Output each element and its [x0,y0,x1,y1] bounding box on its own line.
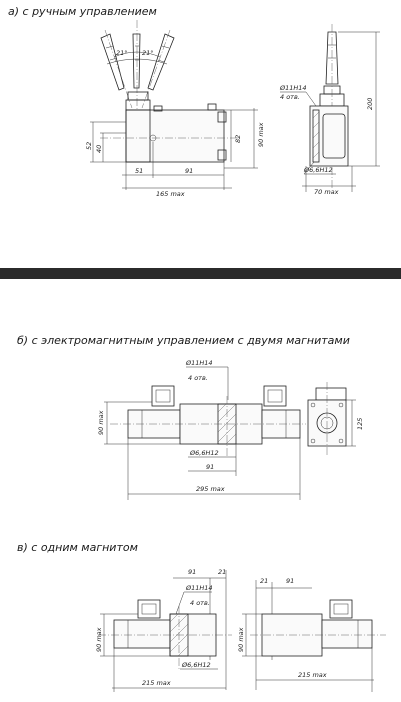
view-c-left [95,568,232,692]
valve-body [126,110,224,162]
lever-handles [101,20,174,110]
dim-90max-a: 90 max [257,122,265,147]
view-a-side [279,24,380,196]
caption-two-magnets: б) с электромагнитным управлением с двумя магнитами [17,334,350,347]
angle-right-label: 21° [142,49,154,57]
view-a-front [85,20,265,198]
dim-91-b: 91 [206,463,215,471]
dim-90max-b: 90 max [97,410,105,435]
caption-one-magnet: в) с одним магнитом [17,541,138,554]
bore-a-1: Ø11Н14 [280,84,307,92]
dim-165max: 165 max [156,190,185,198]
view-c-right [237,577,386,692]
bore-a-2: Ø6,6Н12 [304,166,333,174]
bore-a-1-sub: 4 отв. [280,93,300,101]
dim-215max-c-right: 215 max [298,671,327,679]
dim-70max: 70 max [314,188,339,196]
caption-manual-control: а) с ручным управлением [8,5,157,18]
dim-21-c-left: 21 [218,568,227,576]
dim-51: 51 [135,167,144,175]
dim-125: 125 [356,417,364,430]
dim-40: 40 [95,144,103,153]
dim-52: 52 [85,141,93,150]
dim-90max-c-right: 90 max [237,627,245,652]
bore-b-1: Ø11Н14 [186,359,213,367]
dim-215max-c-left: 215 max [142,679,171,687]
bore-c-1: Ø11Н14 [186,584,213,592]
view-b-front [97,359,306,500]
angle-left-label: 21° [116,49,128,57]
bore-c-1-sub: 4 отв. [190,599,210,607]
dim-91-c-right: 91 [286,577,295,585]
dim-200: 200 [366,97,374,110]
dim-91-c-left: 91 [188,568,197,576]
dim-21-c-right: 21 [260,577,269,585]
bore-c-2: Ø6,6Н12 [182,661,211,669]
dim-91-a: 91 [185,167,194,175]
dim-295max: 295 max [196,485,225,493]
dim-90max-c-left: 90 max [95,627,103,652]
bore-b-1-sub: 4 отв. [188,374,208,382]
dim-82: 82 [234,134,242,143]
bore-b-2: Ø6,6Н12 [190,449,219,457]
view-b-side [308,382,364,456]
